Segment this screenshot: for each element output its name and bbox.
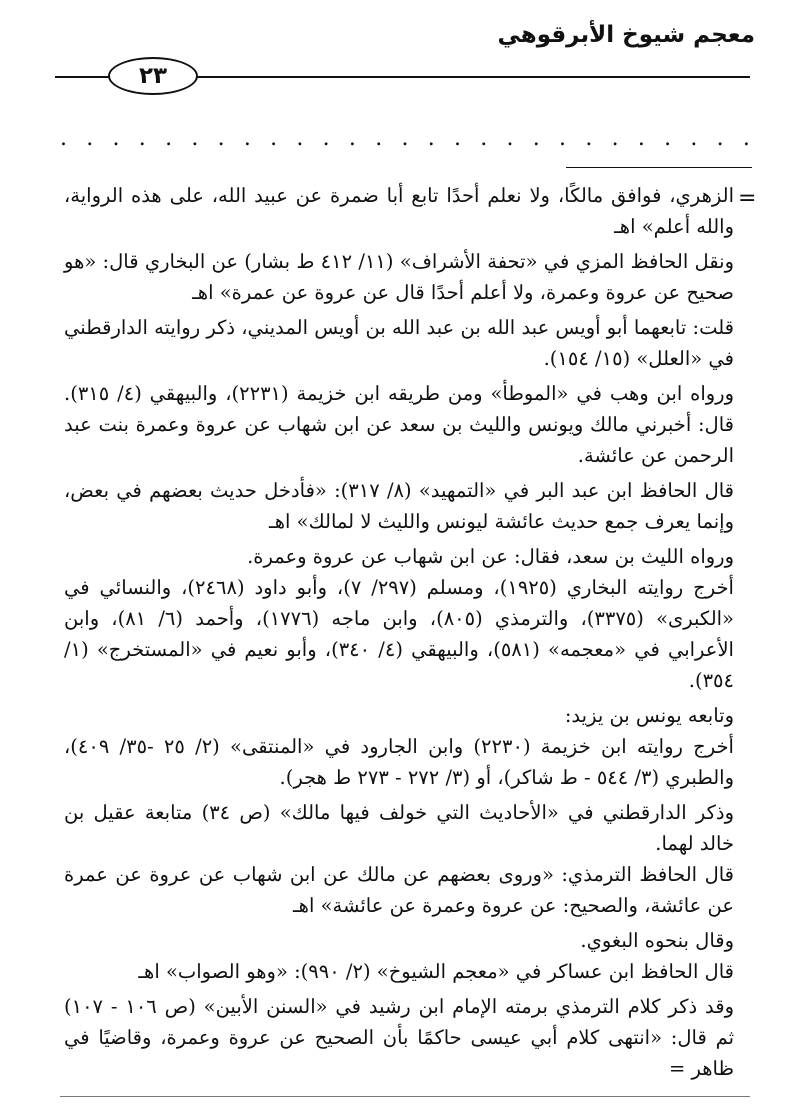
separator-dot: . bbox=[427, 126, 435, 151]
separator-dot: . bbox=[480, 126, 488, 151]
separator-dot: . bbox=[191, 126, 199, 151]
paragraph: قال الحافظ ابن عبد البر في «التمهيد» (٨/ ٣١٧): «فأدخل حديث بعضهم في بعض، وإنما يعرف جمع حديث عائشة ليونس والليث لا لمالك» اهـ bbox=[64, 479, 734, 533]
separator-dot: . bbox=[742, 126, 750, 151]
paragraph: وقال بنحوه البغوي. bbox=[580, 929, 734, 952]
paragraph: الزهري، فوافق مالكًا، ولا نعلم أحدًا تابع أبا ضمرة عن عبيد الله، على هذه الرواية، والله أعلم» اهـ bbox=[64, 184, 734, 238]
separator-dot: . bbox=[112, 126, 120, 151]
separator-dot: . bbox=[664, 126, 672, 151]
paragraph: وتابعه يونس بن يزيد: bbox=[564, 704, 734, 727]
dot-separator bbox=[60, 128, 750, 150]
separator-dot: . bbox=[243, 126, 251, 151]
separator-dot: . bbox=[585, 126, 593, 151]
page-number-oval bbox=[108, 57, 198, 95]
paragraph: قال الحافظ ابن عساكر في «معجم الشيوخ» (٢/ ٩٩٠): «وهو الصواب» اهـ bbox=[138, 960, 734, 983]
continuation-mark: = bbox=[738, 186, 757, 211]
paragraph: قال الحافظ الترمذي: «وروى بعضهم عن مالك عن ابن شهاب عن عروة عن عمرة عن عائشة، والصحيح: عن عروة وعمرة عن عائشة» اهـ bbox=[64, 863, 734, 917]
separator-dot: . bbox=[217, 126, 225, 151]
separator-dot: . bbox=[375, 126, 383, 151]
separator-dot: . bbox=[716, 126, 724, 151]
paragraph: ورواه ابن وهب في «الموطأ» ومن طريقه ابن خزيمة (٢٢٣١)، والبيهقي (٤/ ٣١٥). قال: أخبرني مالك ويونس والليث بن سعد عن ابن شهاب عن عروة وعمرة بنت عبد الرحمن عن عائشة. bbox=[64, 382, 735, 467]
paragraph: وقد ذكر كلام الترمذي برمته الإمام ابن رشيد في «السنن الأبين» (ص ١٠٦ - ١٠٧) ثم قال: «انتهى كلام أبي عيسى حاكمًا بأن الصحيح عن عروة وعمرة، وقاضيًا في ظاهر = bbox=[64, 995, 734, 1080]
paragraph: قلت: تابعهما أبو أويس عبد الله بن عبد الله بن أويس المديني، ذكر روايته الدارقطني في «العلل» (١٥/ ١٥٤). bbox=[64, 316, 734, 370]
paragraph: أخرج روايته ابن خزيمة (٢٢٣٠) وابن الجارود في «المنتقى» (٢/ ٢٥ -٣٥/ ٤٠٩)، والطبري (٣/ ٥٤٤ - ط شاكر)، أو (٣/ ٢٧٢ - ٢٧٣ ط هجر). bbox=[64, 735, 734, 789]
separator-dot: . bbox=[532, 126, 540, 151]
separator-dot: . bbox=[322, 126, 330, 151]
paragraph: ونقل الحافظ المزي في «تحفة الأشراف» (١١/ ٤١٢ ط بشار) عن البخاري قال: «هو صحيح عن عروة وعمرة، ولا أعلم أحدًا قال عن عروة عن عمرة» اهـ bbox=[64, 250, 735, 304]
separator-dot: . bbox=[270, 126, 278, 151]
separator-dot: . bbox=[348, 126, 356, 151]
footnote-body bbox=[64, 180, 734, 1088]
separator-dot: . bbox=[559, 126, 567, 151]
separator-dot: . bbox=[138, 126, 146, 151]
bottom-rule bbox=[60, 1096, 750, 1097]
paragraph: ورواه الليث بن سعد، فقال: عن ابن شهاب عن عروة وعمرة. bbox=[247, 545, 734, 568]
separator-dot: . bbox=[296, 126, 304, 151]
separator-dot: . bbox=[637, 126, 645, 151]
separator-dot: . bbox=[60, 126, 67, 151]
separator-dot: . bbox=[165, 126, 173, 151]
separator-dot: . bbox=[506, 126, 514, 151]
separator-dot: . bbox=[401, 126, 409, 151]
separator-dot: . bbox=[86, 126, 94, 151]
separator-dot: . bbox=[690, 126, 698, 151]
separator-dot: . bbox=[453, 126, 461, 151]
separator-dot: . bbox=[611, 126, 619, 151]
paragraph: أخرج روايته البخاري (١٩٢٥)، ومسلم (٢٩٧/ ٧)، وأبو داود (٢٤٦٨)، والنسائي في «الكبرى» (٣٣٧٥)، والترمذي (٨٠٥)، وابن ماجه (١٧٧٦)، وأحمد (٦/ ٨١)، وابن الأعرابي في «معجمه» (٥٨١)، والبيهقي (٤/ ٣٤٠)، وأبو نعيم في «المستخرج» (١/ ٣٥٤). bbox=[64, 576, 734, 692]
paragraph: وذكر الدارقطني في «الأحاديث التي خولف فيها مالك» (ص ٣٤) متابعة عقيل بن خالد لهما. bbox=[64, 801, 735, 855]
page-number: ٢٣ bbox=[138, 63, 168, 89]
footnote-rule bbox=[566, 167, 752, 168]
running-title: معجم شيوخ الأبرقوهي bbox=[497, 22, 755, 48]
